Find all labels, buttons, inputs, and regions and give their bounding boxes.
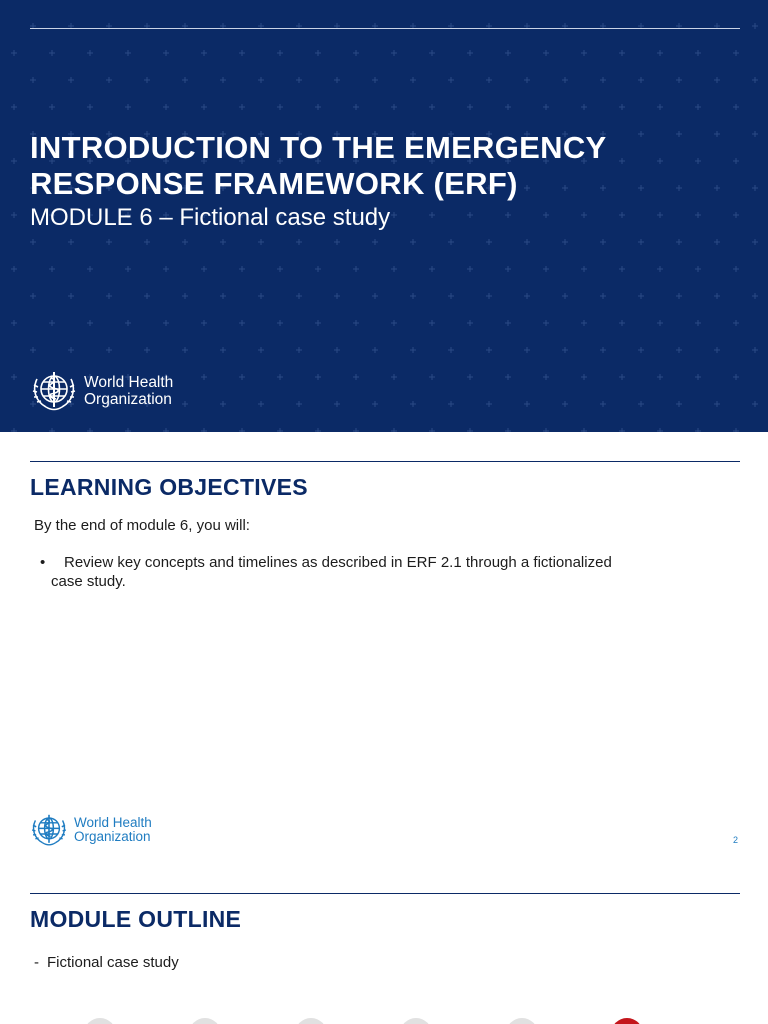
outline-item xyxy=(34,954,179,971)
step-indicator-2 xyxy=(189,1018,221,1024)
who-logo-line-2: Organization xyxy=(84,391,172,408)
who-logo xyxy=(29,369,173,413)
objective-bullet xyxy=(40,553,660,591)
title-slide xyxy=(0,0,768,432)
step-indicator-1 xyxy=(84,1018,116,1024)
who-logo-text xyxy=(84,374,173,408)
learning-objectives-slide xyxy=(0,432,768,864)
who-logo-footer xyxy=(29,812,152,848)
who-logo-line-1: World Health xyxy=(84,374,174,391)
bullet-marker: • xyxy=(40,554,46,571)
heading-divider xyxy=(30,893,740,894)
objectives-intro: By the end of module 6, you will: xyxy=(34,517,250,534)
module-outline-slide xyxy=(0,864,768,1024)
who-emblem-icon xyxy=(29,812,69,848)
who-logo-text xyxy=(74,816,152,844)
module-outline-heading: MODULE OUTLINE xyxy=(30,906,242,932)
step-indicator-6-active xyxy=(611,1018,643,1024)
slide-subtitle: MODULE 6 – Fictional case study xyxy=(30,204,391,231)
objective-text-line-1: Review key concepts and timelines as described in ERF 2.1 through a fictionalized xyxy=(64,554,612,571)
step-indicator-3 xyxy=(295,1018,327,1024)
top-divider xyxy=(30,28,740,29)
objective-text-line-2: case study. xyxy=(51,573,126,590)
outline-item-text: Fictional case study xyxy=(47,954,179,971)
step-indicator-5 xyxy=(506,1018,538,1024)
who-logo-line-2: Organization xyxy=(74,829,151,844)
who-emblem-icon xyxy=(29,369,79,413)
slide-title xyxy=(30,130,730,202)
who-logo-line-1: World Health xyxy=(74,815,152,830)
outline-item-marker: - xyxy=(34,954,39,971)
slide-title-line-1: INTRODUCTION TO THE EMERGENCY xyxy=(30,130,607,165)
objective-text xyxy=(51,553,612,591)
learning-objectives-heading: LEARNING OBJECTIVES xyxy=(30,474,308,500)
slide-title-line-2: RESPONSE FRAMEWORK (ERF) xyxy=(30,166,518,201)
step-indicator-4 xyxy=(400,1018,432,1024)
heading-divider xyxy=(30,461,740,462)
page-number: 2 xyxy=(733,835,739,845)
